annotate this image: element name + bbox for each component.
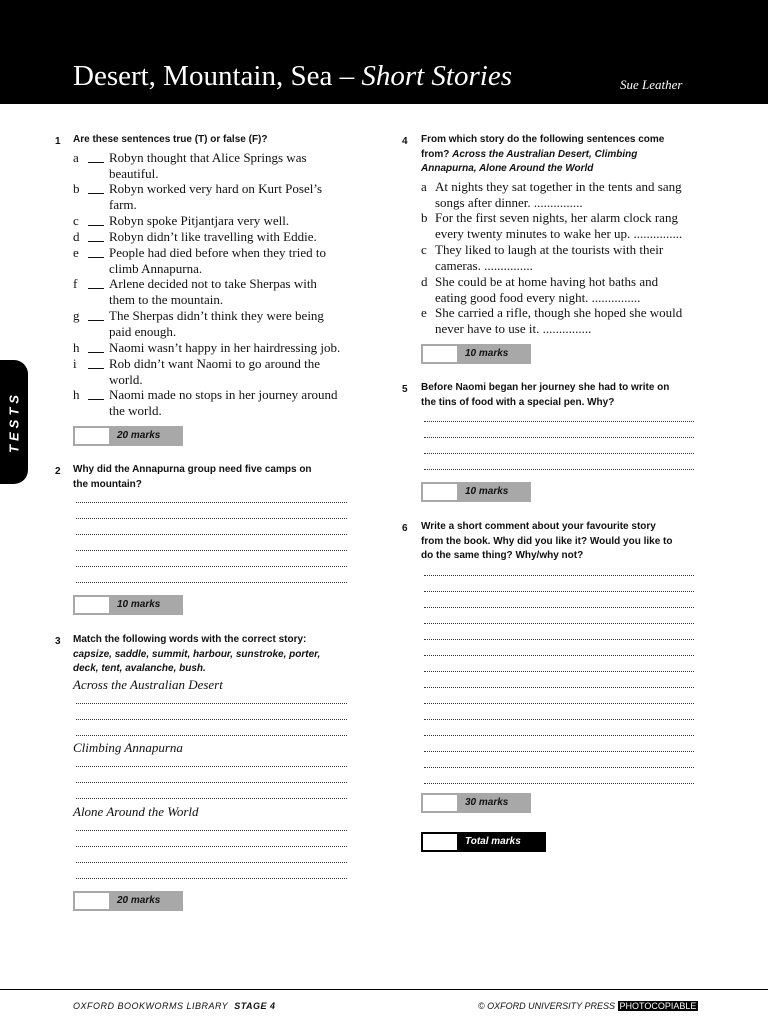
q1-marks-box (73, 426, 183, 446)
q4-line-3: Annapurna, Alone Around the World (421, 163, 594, 174)
q6-line-1: Write a short comment about your favourite story (421, 521, 656, 532)
page-header (0, 0, 768, 104)
answer-blank[interactable] (88, 320, 104, 321)
item-letter: c (421, 242, 427, 257)
subhead-desert: Across the Australian Desert (73, 677, 223, 692)
q4-text (421, 133, 696, 177)
item-text: She carried a rifle, though she hoped she would (435, 305, 683, 320)
footer-photocopiable: PHOTOCOPIABLE (619, 1001, 697, 1011)
item-text-cont: never have to use it. ............... (435, 320, 592, 336)
q2-marks-box (73, 595, 183, 615)
answer-line[interactable] (76, 798, 347, 799)
marks-label: 30 marks (465, 797, 509, 808)
answer-line[interactable] (424, 719, 694, 720)
q5-line-1: Before Naomi began her journey she had to write on (421, 382, 670, 393)
marks-label: 10 marks (465, 486, 509, 497)
q4-line-2a: from? (421, 148, 453, 160)
answer-line[interactable] (76, 735, 347, 736)
score-input-box[interactable] (75, 428, 109, 444)
subhead-annapurna: Climbing Annapurna (73, 740, 183, 755)
answer-blank[interactable] (88, 352, 104, 353)
q2-line-2: the mountain? (73, 478, 142, 490)
q4-number: 4 (402, 136, 408, 147)
q3-number: 3 (55, 636, 61, 647)
item-letter: e (421, 305, 427, 320)
answer-line[interactable] (76, 703, 347, 704)
tests-side-tab (0, 360, 28, 484)
item-text: Rob didn’t want Naomi to go around the (109, 356, 320, 371)
q3-text (73, 633, 349, 677)
item-letter: d (73, 229, 80, 244)
page-title (73, 60, 512, 93)
answer-blank[interactable] (88, 399, 104, 400)
answer-blank[interactable] (88, 368, 104, 369)
footer-stage: STAGE 4 (234, 1001, 276, 1011)
answer-line[interactable] (76, 878, 347, 879)
q5-number: 5 (402, 384, 408, 395)
answer-line[interactable] (76, 846, 347, 847)
item-letter: g (73, 308, 80, 323)
q6-line-3: do the same thing? Why/why not? (421, 550, 584, 561)
q3-marks-box (73, 891, 183, 911)
item-letter: i (73, 356, 77, 371)
answer-blank[interactable] (88, 162, 104, 163)
item-letter: b (73, 181, 80, 196)
item-text: For the first seven nights, her alarm clock rang (435, 210, 678, 225)
q1-number: 1 (55, 136, 61, 147)
footer-series (73, 1001, 276, 1011)
answer-line[interactable] (424, 751, 694, 752)
q5-text (421, 381, 696, 410)
answer-blank[interactable] (88, 193, 104, 194)
answer-line[interactable] (76, 550, 347, 551)
q2-text (73, 463, 348, 492)
title-italic: Short Stories (361, 60, 512, 92)
answer-line[interactable] (424, 607, 694, 608)
item-text-cont: every twenty minutes to wake her up. ............... (435, 225, 683, 241)
item-text-cont: farm. (109, 196, 137, 212)
answer-line[interactable] (76, 534, 347, 535)
answer-line[interactable] (424, 575, 694, 576)
answer-line[interactable] (424, 783, 694, 784)
score-input-box[interactable] (423, 795, 457, 811)
q6-line-2: from the book. Why did you like it? Would you like to (421, 535, 673, 547)
item-text-cont: beautiful. (109, 165, 159, 181)
answer-line[interactable] (424, 703, 694, 704)
footer-divider (0, 989, 768, 990)
marks-label: 10 marks (465, 348, 509, 359)
total-marks-box (421, 832, 546, 852)
answer-blank[interactable] (88, 241, 104, 242)
item-text: They liked to laugh at the tourists with their (435, 242, 664, 257)
tests-side-tab-label: TESTS (6, 391, 22, 453)
footer-series-name: OXFORD BOOKWORMS LIBRARY (73, 1001, 229, 1011)
item-text: Robyn thought that Alice Springs was (109, 150, 307, 165)
answer-line[interactable] (424, 623, 694, 624)
item-letter: h (73, 340, 80, 355)
marks-label: 20 marks (117, 430, 161, 441)
item-text: People had died before when they tried to (109, 245, 326, 260)
item-letter: f (73, 276, 78, 291)
score-input-box[interactable] (75, 597, 109, 613)
answer-line[interactable] (424, 655, 694, 656)
item-text-cont: climb Annapurna. (109, 260, 203, 276)
total-marks-label: Total marks (465, 836, 521, 847)
item-text-cont: world. (109, 371, 143, 387)
marks-label: 10 marks (117, 599, 161, 610)
answer-line[interactable] (76, 830, 347, 831)
q5-marks-box (421, 482, 531, 502)
q6-marks-box (421, 793, 531, 813)
item-letter: a (421, 179, 427, 194)
item-letter: a (73, 150, 79, 165)
item-letter: b (421, 210, 428, 225)
answer-line[interactable] (424, 437, 694, 438)
item-text: At nights they sat together in the tents and sang (435, 179, 682, 194)
item-text: The Sherpas didn’t think they were being (109, 308, 324, 323)
q1-text: Are these sentences true (T) or false (F)? (73, 134, 268, 145)
q3-line-1: Match the following words with the correct story: (73, 634, 307, 645)
marks-label: 20 marks (117, 895, 161, 906)
answer-line[interactable] (76, 502, 347, 503)
answer-line[interactable] (76, 518, 347, 519)
item-text-cont: songs after dinner. ............... (435, 194, 583, 210)
item-text-cont: paid enough. (109, 323, 177, 339)
answer-blank[interactable] (88, 225, 104, 226)
subhead-world: Alone Around the World (73, 804, 199, 819)
q4-line-1: From which story do the following sentences come (421, 134, 665, 145)
q5-line-2: the tins of food with a special pen. Why? (421, 396, 615, 408)
answer-line[interactable] (76, 719, 347, 720)
title-main: Desert, Mountain, Sea – (73, 60, 362, 92)
item-text: Naomi wasn’t happy in her hairdressing job. (109, 340, 341, 355)
item-text: Robyn worked very hard on Kurt Posel’s (109, 181, 323, 196)
item-text-cont: eating good food every night. ............... (435, 289, 641, 305)
answer-line[interactable] (424, 735, 694, 736)
answer-line[interactable] (76, 566, 347, 567)
answer-line[interactable] (424, 639, 694, 640)
answer-line[interactable] (424, 687, 694, 688)
score-input-box[interactable] (423, 346, 457, 362)
item-text: Arlene decided not to take Sherpas with (109, 276, 317, 291)
item-letter: e (73, 245, 79, 260)
footer-publisher: © OXFORD UNIVERSITY PRESS (478, 1001, 615, 1011)
answer-line[interactable] (424, 453, 694, 454)
q6-number: 6 (402, 523, 408, 534)
q3-line-3: deck, tent, avalanche, bush. (73, 663, 206, 674)
q2-line-1: Why did the Annapurna group need five camps on (73, 464, 312, 475)
answer-line[interactable] (424, 671, 694, 672)
item-letter: d (421, 274, 428, 289)
q3-line-2: capsize, saddle, summit, harbour, sunstroke, porter, (73, 648, 321, 660)
item-text-cont: them to the mountain. (109, 291, 224, 307)
answer-line[interactable] (76, 582, 347, 583)
answer-line[interactable] (76, 782, 347, 783)
answer-line[interactable] (76, 862, 347, 863)
score-input-box[interactable] (75, 893, 109, 909)
q6-text (421, 520, 696, 564)
q2-number: 2 (55, 466, 61, 477)
answer-line[interactable] (424, 767, 694, 768)
answer-line[interactable] (424, 469, 694, 470)
answer-line[interactable] (424, 591, 694, 592)
author-name: Sue Leather (620, 77, 683, 92)
total-score-input-box[interactable] (423, 834, 457, 850)
q4-marks-box (421, 344, 531, 364)
answer-line[interactable] (424, 421, 694, 422)
item-text-cont: the world. (109, 402, 162, 418)
item-text: Naomi made no stops in her journey around (109, 387, 338, 402)
q4-line-2b: Across the Australian Desert, Climbing (452, 148, 638, 160)
answer-blank[interactable] (88, 288, 104, 289)
item-letter: c (73, 213, 79, 228)
item-text-cont: cameras. ............... (435, 257, 533, 273)
item-text: Robyn didn’t like travelling with Eddie. (109, 229, 317, 244)
answer-line[interactable] (76, 766, 347, 767)
score-input-box[interactable] (423, 484, 457, 500)
item-text: She could be at home having hot baths and (435, 274, 659, 289)
answer-blank[interactable] (88, 257, 104, 258)
footer-copyright (478, 1001, 698, 1011)
item-letter: h (73, 387, 80, 402)
item-text: Robyn spoke Pitjantjara very well. (109, 213, 290, 228)
